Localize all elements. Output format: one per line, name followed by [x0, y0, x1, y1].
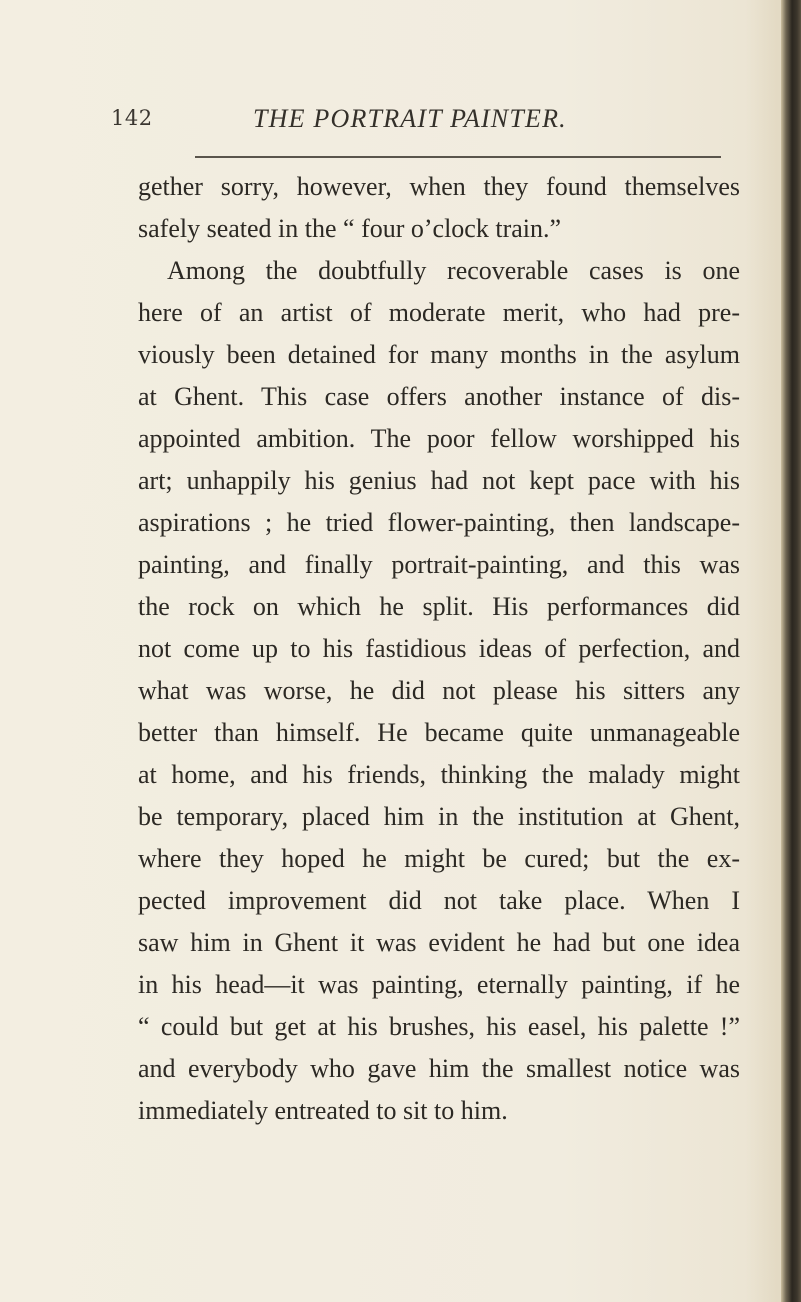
text-line: viously been detained for many months in the asylum	[138, 340, 740, 369]
body-text	[138, 166, 740, 1132]
text-line: be temporary, placed him in the institution at Ghent,	[138, 802, 740, 831]
text-line: better than himself. He became quite unmanageable	[138, 718, 740, 747]
text-line: gether sorry, however, when they found themselves	[138, 172, 740, 201]
text-line: pected improvement did not take place. When I	[138, 886, 740, 915]
text-line: at home, and his friends, thinking the malady might	[138, 760, 740, 789]
running-head	[0, 104, 801, 144]
text-line: the rock on which he split. His performances did	[138, 592, 740, 621]
text-line: what was worse, he did not please his sitters any	[138, 676, 740, 705]
header-rule	[195, 156, 721, 158]
text-line: and everybody who gave him the smallest notice was	[138, 1054, 740, 1083]
text-line: aspirations ; he tried flower-painting, then landscape-	[138, 508, 740, 537]
text-line: saw him in Ghent it was evident he had but one idea	[138, 928, 740, 957]
text-line: at Ghent. This case offers another instance of dis-	[138, 382, 740, 411]
text-line: safely seated in the “ four o’clock train.”	[138, 214, 562, 243]
text-line: art; unhappily his genius had not kept pace with his	[138, 466, 740, 495]
text-line: immediately entreated to sit to him.	[138, 1096, 508, 1125]
paragraph-start-line: Among the doubtfully recoverable cases is one	[167, 256, 740, 285]
text-line: “ could but get at his brushes, his easel, his palette !”	[138, 1012, 740, 1041]
text-line: where they hoped he might be cured; but the ex-	[138, 844, 740, 873]
text-line: appointed ambition. The poor fellow worshipped his	[138, 424, 740, 453]
page-number: 142	[111, 106, 153, 130]
text-line: here of an artist of moderate merit, who had pre-	[138, 298, 740, 327]
text-line: painting, and finally portrait-painting, and this was	[138, 550, 740, 579]
page-edge-shadow	[781, 0, 801, 1302]
running-title: THE PORTRAIT PAINTER.	[253, 104, 567, 133]
text-line: in his head—it was painting, eternally painting, if he	[138, 970, 740, 999]
text-line: not come up to his fastidious ideas of perfection, and	[138, 634, 740, 663]
